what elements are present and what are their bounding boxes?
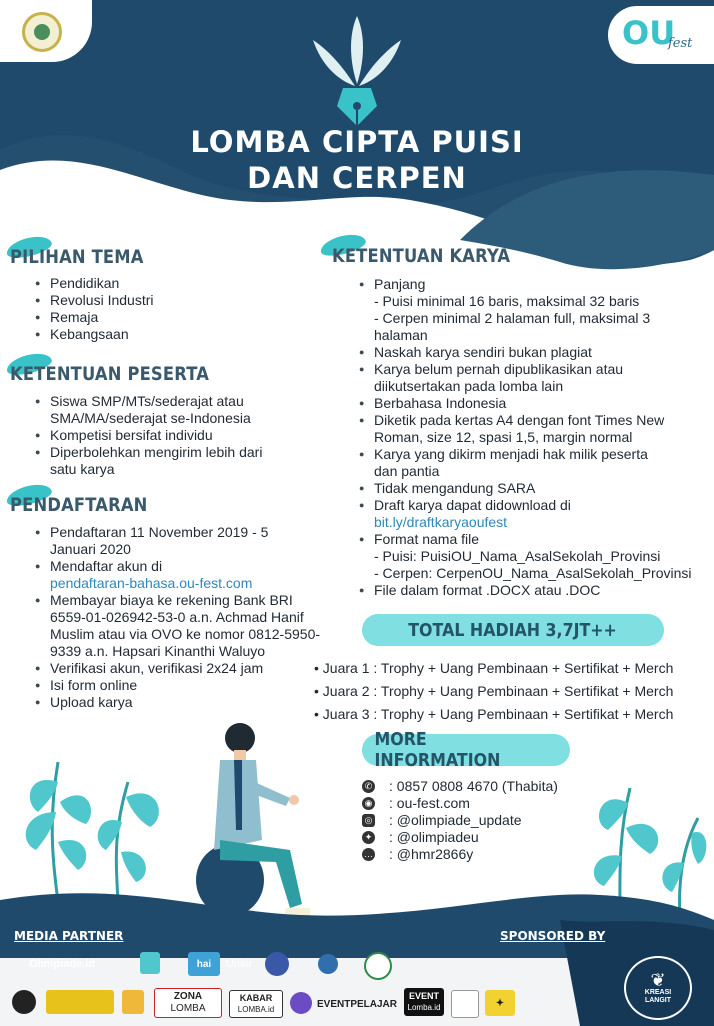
pilihan-tema-heading: PILIHAN TEMA xyxy=(10,246,144,268)
partner-olimpiade-logo xyxy=(12,954,112,974)
whatsapp-icon: ✆ xyxy=(362,780,375,793)
prize-text: Juara 2 : Trophy + Uang Pembinaan + Sertifikat + Merch xyxy=(322,683,674,699)
partner-logo xyxy=(364,952,392,980)
sponsor-text: KREASI LANGIT xyxy=(644,989,672,1004)
contact-twitter[interactable] xyxy=(362,829,558,846)
partner-event-sub: Lomba.id xyxy=(407,1003,441,1012)
list-item: ● Pendaftaran 11 November 2019 - 5 Januari 2020 xyxy=(35,524,285,558)
partner-unair-text: Unair xyxy=(225,958,253,970)
twitter-icon: ✦ xyxy=(362,831,375,844)
panjang-label: Panjang xyxy=(374,276,426,292)
format-sub-1: - Puisi: PuisiOU_Nama_AsalSekolah_Provinsi xyxy=(374,548,661,564)
list-item: ● Kebangsaan xyxy=(35,326,305,343)
list-item: ● Naskah karya sendiri bukan plagiat xyxy=(359,344,709,361)
partner-lomba-text: LOMBA xyxy=(170,1003,206,1014)
partner-logos xyxy=(0,946,600,1026)
list-item: ● Revolusi Industri xyxy=(35,292,305,309)
contact-text: : @olimpiadeu xyxy=(389,829,479,845)
registration-link[interactable]: pendaftaran-bahasa.ou-fest.com xyxy=(50,575,253,591)
partner-eventpelajar-text: EVENTPELAJAR xyxy=(316,998,397,1010)
contact-list xyxy=(362,778,558,863)
ketentuan-peserta-heading: KETENTUAN PESERTA xyxy=(10,363,210,385)
partner-unair-logo xyxy=(222,954,256,974)
prize-text: Juara 1 : Trophy + Uang Pembinaan + Sertifikat + Merch xyxy=(322,660,674,676)
contact-text: : @olimpiade_update xyxy=(389,812,522,828)
list-item: ● Verifikasi akun, verifikasi 2x24 jam xyxy=(35,660,325,677)
list-item: ● Berbahasa Indonesia xyxy=(359,395,709,412)
partner-logo xyxy=(122,990,144,1014)
contact-line[interactable] xyxy=(362,846,558,863)
list-item: ● Upload karya xyxy=(35,694,325,711)
format-sub-2: - Cerpen: CerpenOU_Nama_AsalSekolah_Provinsi xyxy=(374,565,692,581)
line-icon: … xyxy=(364,849,373,859)
list-item xyxy=(35,558,325,592)
partner-kabar-text: KABAR xyxy=(239,993,273,1003)
kreasi-langit-logo xyxy=(624,956,692,1020)
panjang-sub-2: - Cerpen minimal 2 halaman full, maksimal 3 halaman xyxy=(374,310,651,343)
title-line-1: LOMBA CIPTA PUISI xyxy=(190,125,524,159)
partner-zona-lomba-logo xyxy=(154,988,222,1018)
prize-item: • Juara 1 : Trophy + Uang Pembinaan + Sertifikat + Merch xyxy=(314,660,674,676)
more-info-text: MORE INFORMATION xyxy=(374,729,501,771)
list-item: ● Siswa SMP/MTs/sederajat atau SMA/MA/sederajat se-Indonesia xyxy=(35,393,270,427)
partner-eventpelajar-logo xyxy=(314,994,400,1014)
list-item: ● Diperbolehkan mengirim lebih dari satu karya xyxy=(35,444,270,478)
list-item xyxy=(359,276,709,344)
prize-item: • Juara 2 : Trophy + Uang Pembinaan + Sertifikat + Merch xyxy=(314,683,674,699)
wings-icon: ❦ xyxy=(650,970,666,990)
total-hadiah-text: TOTAL HADIAH 3,7JT++ xyxy=(408,619,618,641)
draft-label: Draft karya dapat didownload di xyxy=(374,497,571,513)
list-item-text: Mendaftar akun di xyxy=(50,558,163,574)
ketentuan-karya-list xyxy=(359,276,709,599)
list-item: ● File dalam format .DOCX atau .DOC xyxy=(359,582,709,599)
partner-logo xyxy=(12,990,36,1014)
partner-logo xyxy=(290,992,312,1014)
contact-whatsapp[interactable] xyxy=(362,778,558,795)
partner-event-text: EVENT xyxy=(408,991,439,1001)
web-icon: ◉ xyxy=(362,797,375,810)
sponsored-by-label: SPONSORED BY xyxy=(500,929,606,943)
panjang-sub-1: - Puisi minimal 16 baris, maksimal 32 baris xyxy=(374,293,640,309)
list-item: ● Karya yang dikirm menjadi hak milik peserta dan pantia xyxy=(359,446,649,480)
ou-fest-mark: OU xyxy=(622,14,676,52)
list-item: ● Tidak mengandung SARA xyxy=(359,480,709,497)
pendaftaran-heading: PENDAFTARAN xyxy=(10,494,148,516)
ketentuan-karya-heading: KETENTUAN KARYA xyxy=(332,245,511,267)
list-item: ● Membayar biaya ke rekening Bank BRI 6559-01-026942-53-0 a.n. Achmad Hanif Muslim atau via OVO ke nomor 0812-5950-9339 a.n. Hapsari Kinanthi Waluyo xyxy=(35,592,325,660)
list-item: ● Karya belum pernah dipublikasikan atau diikutsertakan pada lomba lain xyxy=(359,361,669,395)
partner-olimpiade-text: Olimpiade.id xyxy=(28,958,95,970)
ou-fest-sub: fest xyxy=(668,36,693,51)
partner-hai-text: hai xyxy=(196,958,212,970)
partner-zona-text: ZONA xyxy=(173,991,203,1002)
contact-text: : @hmr2866y xyxy=(389,846,474,862)
list-item: ● Isi form online xyxy=(35,677,325,694)
partner-logo xyxy=(265,952,289,976)
title-line-2: DAN CERPEN xyxy=(247,161,467,195)
total-hadiah-banner xyxy=(362,614,664,646)
partner-logo: ✦ xyxy=(485,990,515,1016)
partner-logo xyxy=(318,954,338,974)
contact-text: : 0857 0808 4670 (Thabita) xyxy=(389,778,558,794)
list-item xyxy=(359,531,709,582)
pen-nib-icon xyxy=(305,14,409,128)
instagram-icon: ◎ xyxy=(362,814,375,827)
partner-kabar-sub: LOMBA.id xyxy=(237,1005,275,1014)
format-label: Format nama file xyxy=(374,531,480,547)
more-info-banner xyxy=(362,729,570,771)
partner-logo xyxy=(46,990,114,1014)
ketentuan-peserta-list xyxy=(35,393,270,478)
partner-logo xyxy=(140,952,160,974)
list-item xyxy=(359,497,709,531)
page-title xyxy=(0,124,714,196)
media-partner-label: MEDIA PARTNER xyxy=(14,929,124,943)
pendaftaran-list xyxy=(35,524,325,711)
contact-web[interactable] xyxy=(362,795,558,812)
prize-item: • Juara 3 : Trophy + Uang Pembinaan + Sertifikat + Merch xyxy=(314,706,674,722)
list-item: ● Pendidikan xyxy=(35,275,305,292)
contact-text: : ou-fest.com xyxy=(389,795,470,811)
partner-logo xyxy=(451,990,479,1018)
contact-instagram[interactable] xyxy=(362,812,558,829)
prize-list xyxy=(314,660,673,723)
list-item: ● Diketik pada kertas A4 dengan font Times New Roman, size 12, spasi 1,5, margin normal xyxy=(359,412,709,446)
draft-link[interactable]: bit.ly/draftkaryaoufest xyxy=(374,514,508,530)
prize-text: Juara 3 : Trophy + Uang Pembinaan + Sertifikat + Merch xyxy=(322,706,674,722)
partner-hai-logo xyxy=(188,952,220,976)
list-item: ● Kompetisi bersifat individu xyxy=(35,427,270,444)
pilihan-tema-list xyxy=(35,275,305,343)
partner-event-lomba-logo xyxy=(404,988,444,1016)
list-item: ● Remaja xyxy=(35,309,305,326)
partner-kabar-lomba-logo xyxy=(229,990,283,1018)
ou-fest-logo xyxy=(608,6,714,64)
